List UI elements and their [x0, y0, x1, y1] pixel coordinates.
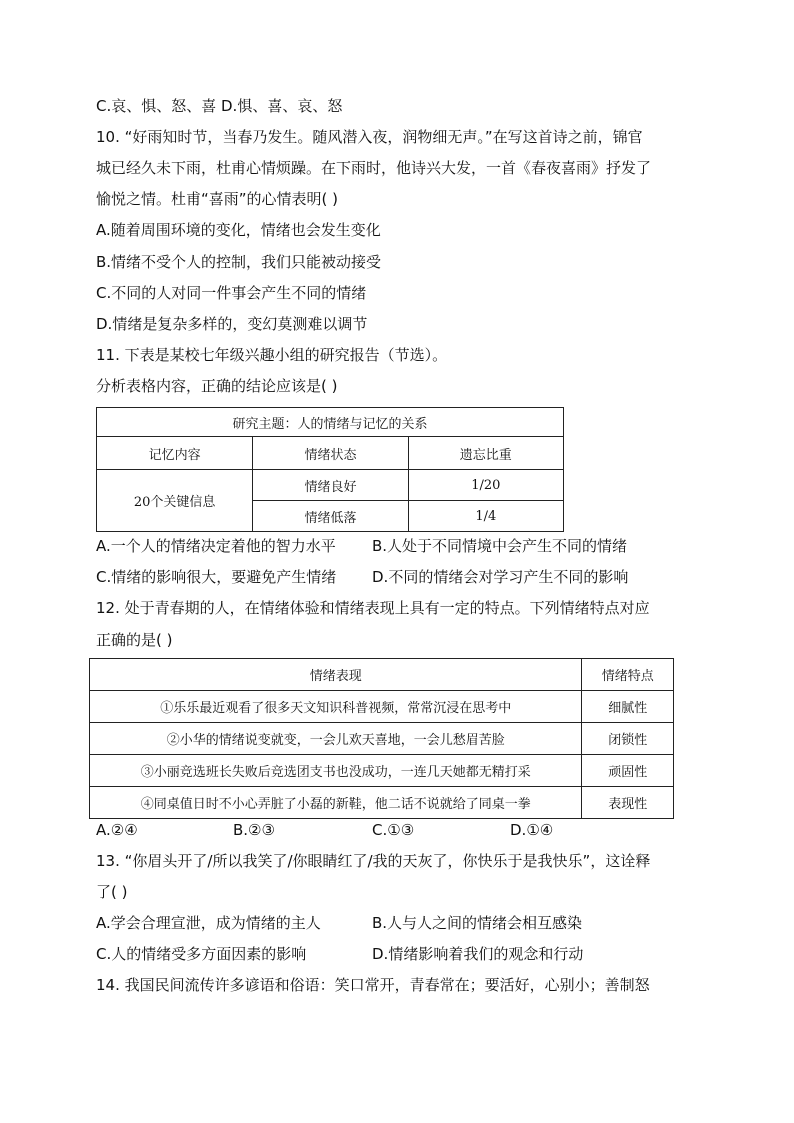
q10-stem-line1: 10. “好雨知时节，当春乃发生。随风潜入夜，润物细无声。”在写这首诗之前，锦官 — [96, 128, 643, 146]
q12-option-b: B.②③ — [233, 821, 275, 839]
q13-stem-line2: 了( ) — [96, 883, 128, 901]
q9-options-cd: C.哀、惧、怒、喜 D.惧、喜、哀、怒 — [96, 97, 343, 115]
table1-state-good: 情绪良好 — [253, 470, 408, 501]
table1-ratio-good: 1/20 — [408, 470, 563, 501]
table2-header-trait: 情绪特点 — [582, 659, 674, 691]
q10-option-c: C.不同的人对同一件事会产生不同的情绪 — [96, 284, 367, 302]
table2-row4-trait: 表现性 — [582, 787, 674, 819]
table1-ratio-low: 1/4 — [408, 501, 563, 532]
table2-header-expression: 情绪表现 — [90, 659, 582, 691]
q13-option-d: D.情绪影响着我们的观念和行动 — [372, 945, 584, 963]
q10-stem-line3: 愉悦之情。杜甫“喜雨”的心情表明( ) — [96, 190, 339, 208]
table1-header-ratio: 遗忘比重 — [408, 437, 563, 470]
table1-header-content: 记忆内容 — [97, 437, 253, 470]
q12-option-d: D.①④ — [510, 821, 554, 839]
table1-header-state: 情绪状态 — [253, 437, 408, 470]
q10-option-a: A.随着周围环境的变化，情绪也会发生变化 — [96, 221, 381, 239]
q12-option-c: C.①③ — [372, 821, 415, 839]
q11-option-b: B.人处于不同情境中会产生不同的情绪 — [372, 537, 628, 555]
q10-option-b: B.情绪不受个人的控制，我们只能被动接受 — [96, 253, 382, 271]
table2-row3-trait: 顽固性 — [582, 755, 674, 787]
q11-option-a: A.一个人的情绪决定着他的智力水平 — [96, 537, 336, 555]
table2-row4-text: ④同桌值日时不小心弄脏了小磊的新鞋，他二话不说就给了同桌一拳 — [90, 787, 582, 819]
q11-stem-line1: 11. 下表是某校七年级兴趣小组的研究报告（节选）。 — [96, 346, 448, 364]
q13-option-a: A.学会合理宣泄，成为情绪的主人 — [96, 914, 321, 932]
q11-stem-line2: 分析表格内容，正确的结论应该是( ) — [96, 377, 338, 395]
table2-row1-text: ①乐乐最近观看了很多天文知识科普视频，常常沉浸在思考中 — [90, 691, 582, 723]
table1-content-cell: 20个关键信息 — [97, 470, 253, 532]
q14-stem-line1: 14. 我国民间流传许多谚语和俗语：笑口常开，青春常在；要活好，心别小；善制怒 — [96, 976, 650, 994]
table2-row3-text: ③小丽竞选班长失败后竞选团支书也没成功，一连几天她都无精打采 — [90, 755, 582, 787]
table1-title: 研究主题：人的情绪与记忆的关系 — [97, 408, 564, 437]
table2-row1-trait: 细腻性 — [582, 691, 674, 723]
memory-research-table — [96, 407, 564, 532]
q13-option-c: C.人的情绪受多方面因素的影响 — [96, 945, 307, 963]
q11-option-c: C.情绪的影响很大，要避免产生情绪 — [96, 568, 337, 586]
emotion-traits-table — [89, 658, 674, 819]
q10-option-d: D.情绪是复杂多样的，变幻莫测难以调节 — [96, 315, 368, 333]
q13-stem-line1: 13. “你眉头开了/所以我笑了/你眼睛红了/我的天灰了，你快乐于是我快乐”，这诠释 — [96, 852, 651, 870]
table2-row2-text: ②小华的情绪说变就变，一会儿欢天喜地，一会儿愁眉苦脸 — [90, 723, 582, 755]
q12-stem-line1: 12. 处于青春期的人，在情绪体验和情绪表现上具有一定的特点。下列情绪特点对应 — [96, 599, 650, 617]
q10-stem-line2: 城已经久未下雨，杜甫心情烦躁。在下雨时，他诗兴大发，一首《春夜喜雨》抒发了 — [96, 159, 652, 177]
q13-option-b: B.人与人之间的情绪会相互感染 — [372, 914, 583, 932]
q12-stem-line2: 正确的是( ) — [96, 631, 173, 649]
table2-row2-trait: 闭锁性 — [582, 723, 674, 755]
q12-option-a: A.②④ — [96, 821, 138, 839]
table1-state-low: 情绪低落 — [253, 501, 408, 532]
q11-option-d: D.不同的情绪会对学习产生不同的影响 — [372, 568, 629, 586]
